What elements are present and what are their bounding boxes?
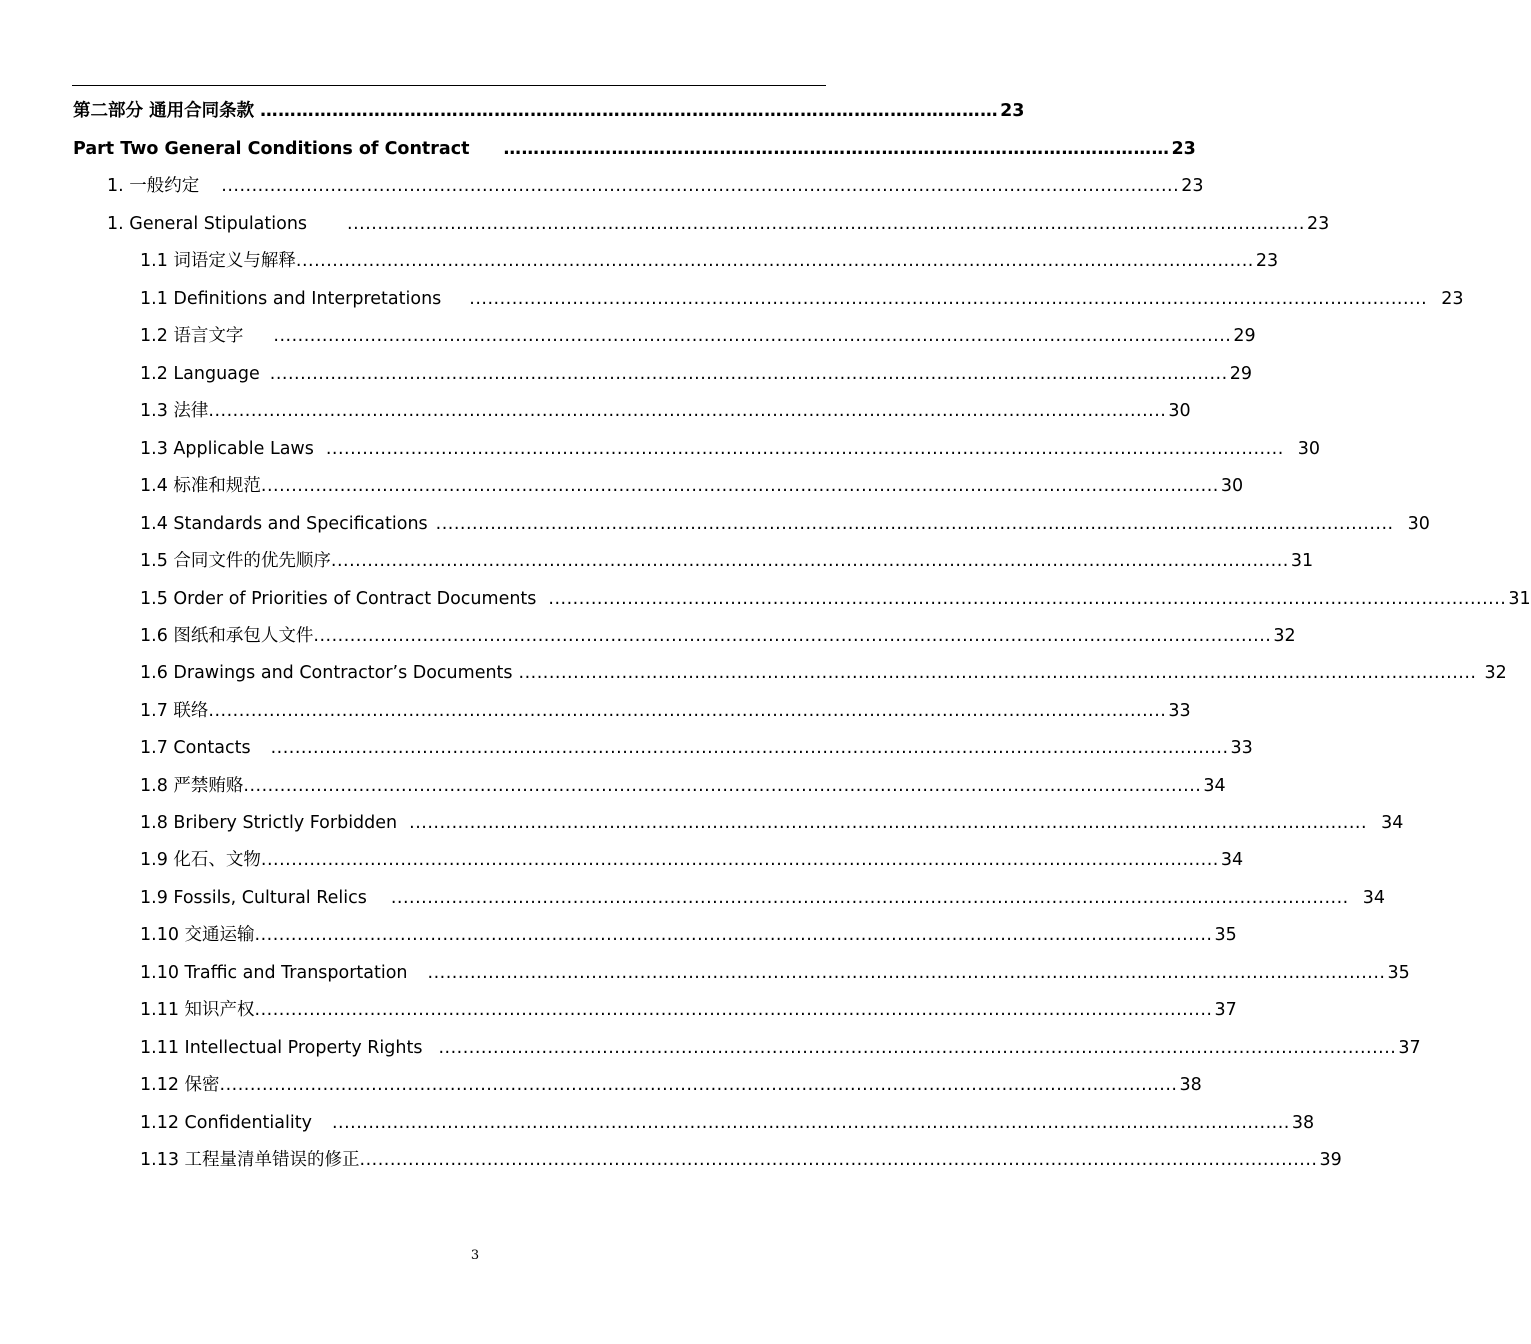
toc-entry-label: 1.11 知识产权 [140,1000,255,1020]
toc-entry-1-7-en[interactable] [140,736,1253,760]
dot-leader: .............................................................................................................................................................. [390,888,1349,908]
toc-entry-1-10-cn[interactable] [140,923,1237,947]
toc-entry-label: 1.11 Intellectual Property Rights [140,1038,423,1058]
toc-entry-page: 30 [1220,476,1244,496]
toc-entry-label: 1.9 化石、文物 [140,850,261,870]
toc-entry-1-8-en[interactable] [140,811,1404,835]
toc-entry-page: 23 [1441,289,1464,309]
toc-entry-1-6-cn[interactable] [140,624,1296,648]
toc-entry-label: 1.12 Confidentiality [140,1113,312,1133]
toc-entry-1-en[interactable] [107,212,1330,236]
toc-entry-1-11-cn[interactable] [140,998,1237,1022]
toc-entry-1-10-en[interactable] [140,961,1410,985]
toc-entry-part-two-cn[interactable] [73,99,1025,123]
toc-entry-1-12-en[interactable] [140,1111,1315,1135]
toc-entry-page: 39 [1319,1150,1342,1170]
toc-entry-label: 1.10 Traffic and Transportation [140,963,408,983]
page-number: 3 [470,1248,480,1263]
toc-entry-page: 35 [1387,963,1410,983]
dot-leader: .............................................................................................................................................................. [325,439,1284,459]
toc-entry-label: 1.3 法律 [140,401,209,421]
toc-entry-page: 30 [1407,514,1430,534]
toc-entry-page: 23 [1171,139,1196,159]
dot-leader: .............................................................................................................................................................. [295,251,1254,271]
toc-entry-page: 29 [1229,364,1252,384]
toc-entry-page: 23 [1255,251,1279,271]
dot-leader: .............................................................................................................................................................. [409,813,1368,833]
toc-entry-1-4-en[interactable] [140,512,1430,536]
toc-entry-page: 32 [1273,626,1296,646]
toc-entry-page: 33 [1230,738,1253,758]
toc-entry-label: Part Two General Conditions of Contract [73,139,470,159]
toc-entry-1-3-cn[interactable] [140,399,1191,423]
toc-entry-page: 23 [1306,214,1330,234]
toc-entry-page: 30 [1168,401,1191,421]
toc-entry-label: 1.8 严禁贿赂 [140,776,244,796]
toc-entry-1-2-en[interactable] [140,362,1252,386]
dot-leader: .............................................................................................................................................................. [254,925,1213,945]
toc-entry-page: 34 [1220,850,1244,870]
toc-entry-page: 29 [1233,326,1256,346]
toc-entry-label: 1.12 保密 [140,1075,220,1095]
dot-leader: .............................................................................................................................................................. [438,1038,1397,1058]
toc-entry-label: 1.5 合同文件的优先顺序 [140,551,331,571]
dot-leader: .............................................................................................................................................................. [243,776,1202,796]
toc-entry-1-7-cn[interactable] [140,699,1191,723]
toc-entry-label: 1.4 Standards and Specifications [140,514,428,534]
toc-entry-label: 1.2 Language [140,364,260,384]
toc-entry-label: 1.4 标准和规范 [140,476,261,496]
toc-entry-page: 23 [1181,176,1204,196]
dot-leader: .............................................................................................................................................................. [260,476,1219,496]
toc-entry-1-cn[interactable] [107,174,1204,198]
toc-entry-label: 1. 一般约定 [107,176,200,196]
dot-leader: .............................................................................................................................................................. [518,663,1477,683]
toc-entry-page: 31 [1290,551,1314,571]
dot-leader: .............................................................................................................................................................. [208,401,1167,421]
toc-entry-label: 1.3 Applicable Laws [140,439,314,459]
toc-entry-page: 37 [1398,1038,1421,1058]
toc-entry-1-5-en[interactable] [140,587,1531,611]
toc-entry-label: 1.1 词语定义与解释 [140,251,296,271]
toc-entry-1-9-cn[interactable] [140,848,1244,872]
toc-entry-label: 1.13 工程量清单错误的修正 [140,1150,360,1170]
toc-entry-label: 1. General Stipulations [107,214,308,234]
toc-entry-1-1-en[interactable] [140,287,1464,311]
dot-leader: .............................................................................................................................................................. [269,364,1228,384]
dot-leader: ………………………………………………………………………………………………… [503,139,1170,159]
toc-entry-label: 1.5 Order of Priorities of Contract Documents [140,589,537,609]
dot-leader: .............................................................................................................................................................. [208,701,1167,721]
dot-leader: .............................................................................................................................................................. [273,326,1232,346]
toc-entry-1-4-cn[interactable] [140,474,1244,498]
dot-leader: .............................................................................................................................................................. [331,1113,1290,1133]
dot-leader: .............................................................................................................................................................. [219,1075,1178,1095]
dot-leader: .............................................................................................................................................................. [469,289,1428,309]
toc-entry-1-13-cn[interactable] [140,1148,1342,1172]
toc-entry-page: 31 [1508,589,1531,609]
dot-leader: .............................................................................................................................................................. [435,514,1394,534]
toc-entry-page: 38 [1179,1075,1202,1095]
toc-entry-label: 1.9 Fossils, Cultural Relics [140,888,367,908]
toc-entry-part-two-en[interactable] [73,137,1196,161]
dot-leader: .............................................................................................................................................................. [260,850,1219,870]
toc-entry-1-3-en[interactable] [140,437,1321,461]
toc-entry-1-12-cn[interactable] [140,1073,1202,1097]
dot-leader: .............................................................................................................................................................. [548,589,1507,609]
toc-entry-page: 34 [1362,888,1386,908]
toc-entry-page: 30 [1297,439,1321,459]
dot-leader: .............................................................................................................................................................. [221,176,1180,196]
dot-leader: .............................................................................................................................................................. [359,1150,1318,1170]
toc-entry-page: 38 [1291,1113,1315,1133]
dot-leader: .............................................................................................................................................................. [313,626,1272,646]
dot-leader: .............................................................................................................................................................. [254,1000,1213,1020]
toc-entry-label: 1.8 Bribery Strictly Forbidden [140,813,398,833]
toc-entry-page: 23 [1000,101,1025,121]
toc-entry-page: 34 [1203,776,1226,796]
dot-leader: .............................................................................................................................................................. [270,738,1229,758]
dot-leader: …………………………………………………………………………………………………………… [260,101,999,121]
toc-entry-1-2-cn[interactable] [140,324,1256,348]
dot-leader: .............................................................................................................................................................. [330,551,1289,571]
toc-entry-page: 34 [1381,813,1404,833]
toc-entry-1-5-cn[interactable] [140,549,1314,573]
toc-entry-label: 1.2 语言文字 [140,326,244,346]
toc-entry-label: 1.6 图纸和承包人文件 [140,626,314,646]
toc-entry-label: 1.1 Definitions and Interpretations [140,289,442,309]
toc-entry-label: 1.7 联络 [140,701,209,721]
toc-entry-1-6-en[interactable] [140,661,1507,685]
toc-entry-label: 1.7 Contacts [140,738,251,758]
dot-leader: .............................................................................................................................................................. [427,963,1386,983]
toc-entry-page: 35 [1214,925,1237,945]
toc-entry-page: 37 [1214,1000,1237,1020]
toc-entry-1-9-en[interactable] [140,886,1386,910]
toc-entry-page: 33 [1168,701,1191,721]
toc-entry-label: 第二部分 通用合同条款 [73,101,255,121]
toc-entry-page: 32 [1484,663,1507,683]
toc-entry-1-1-cn[interactable] [140,249,1279,273]
toc-entry-1-8-cn[interactable] [140,774,1226,798]
toc-entry-1-11-en[interactable] [140,1036,1421,1060]
toc-entry-label: 1.6 Drawings and Contractor’s Documents [140,663,513,683]
toc-entry-label: 1.10 交通运输 [140,925,255,945]
dot-leader: .............................................................................................................................................................. [347,214,1305,234]
